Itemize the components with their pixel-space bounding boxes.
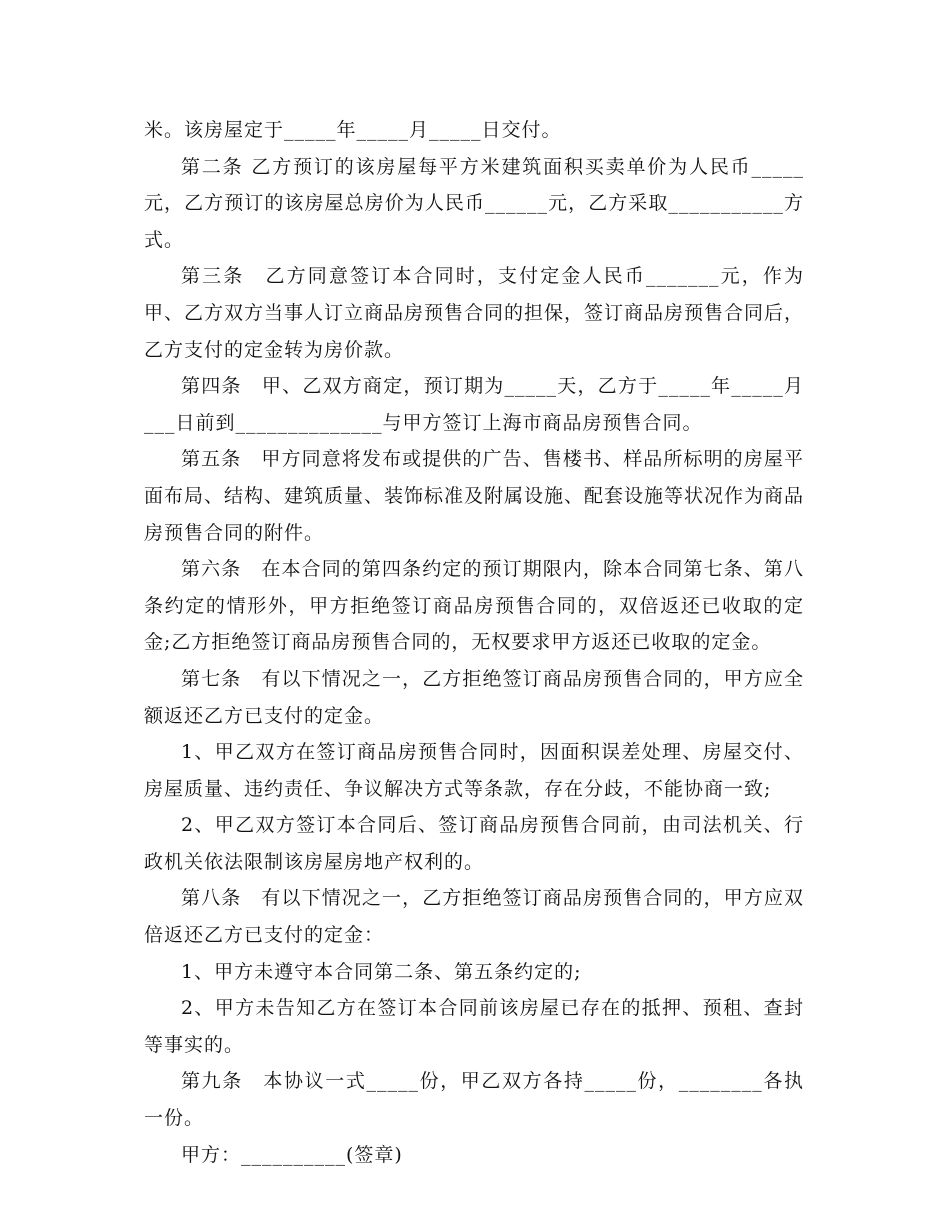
paragraph-article-2: 第二条 乙方预订的该房屋每平方米建筑面积买卖单价为人民币_____元，乙方预订的该房屋总房价为人民币______元，乙方采取___________方式。 <box>144 155 804 251</box>
paragraph-article-8-item-2: 2、甲方未告知乙方在签订本合同前该房屋已存在的抵押、预租、查封等事实的。 <box>144 997 804 1056</box>
document-body <box>144 112 804 1173</box>
paragraph-delivery-date: 米。该房屋定于_____年_____月_____日交付。 <box>144 119 562 141</box>
paragraph-article-7: 第七条 有以下情况之一，乙方拒绝签订商品房预售合同的，甲方应全额返还乙方已支付的定金。 <box>144 667 804 727</box>
paragraph-article-4: 第四条 甲、乙双方商定，预订期为_____天，乙方于_____年_____月___日前到______________与甲方签订上海市商品房预售合同。 <box>144 375 804 434</box>
paragraph-article-6: 第六条 在本合同的第四条约定的预订期限内，除本合同第七条、第八条约定的情形外，甲方拒绝签订商品房预售合同的，双倍返还已收取的定金;乙方拒绝签订商品房预售合同的，无权要求甲方返还已收取的定金。 <box>144 558 804 654</box>
signature-line-party-a: 甲方：__________(签章) <box>181 1143 403 1166</box>
paragraph-article-8-item-1: 1、甲方未遵守本合同第二条、第五条约定的; <box>181 960 582 983</box>
paragraph-article-7-item-2: 2、甲乙双方签订本合同后、签订商品房预售合同前，由司法机关、行政机关依法限制该房屋房地产权利的。 <box>144 814 804 873</box>
paragraph-article-9: 第九条 本协议一式_____份，甲乙双方各持_____份，________各执一份。 <box>144 1070 804 1130</box>
paragraph-article-5: 第五条 甲方同意将发布或提供的广告、售楼书、样品所标明的房屋平面布局、结构、建筑质量、装饰标准及附属设施、配套设施等状况作为商品房预售合同的附件。 <box>144 448 805 544</box>
paragraph-article-7-item-1: 1、甲乙双方在签订商品房预售合同时，因面积误差处理、房屋交付、房屋质量、违约责任、争议解决方式等条款，存在分歧，不能协商一致; <box>144 741 804 800</box>
paragraph-article-3: 第三条 乙方同意签订本合同时，支付定金人民币_______元，作为甲、乙方双方当事人订立商品房预售合同的担保，签订商品房预售合同后，乙方支付的定金转为房价款。 <box>144 265 805 361</box>
paragraph-article-8: 第八条 有以下情况之一，乙方拒绝签订商品房预售合同的，甲方应双倍返还乙方已支付的定金： <box>144 887 804 947</box>
